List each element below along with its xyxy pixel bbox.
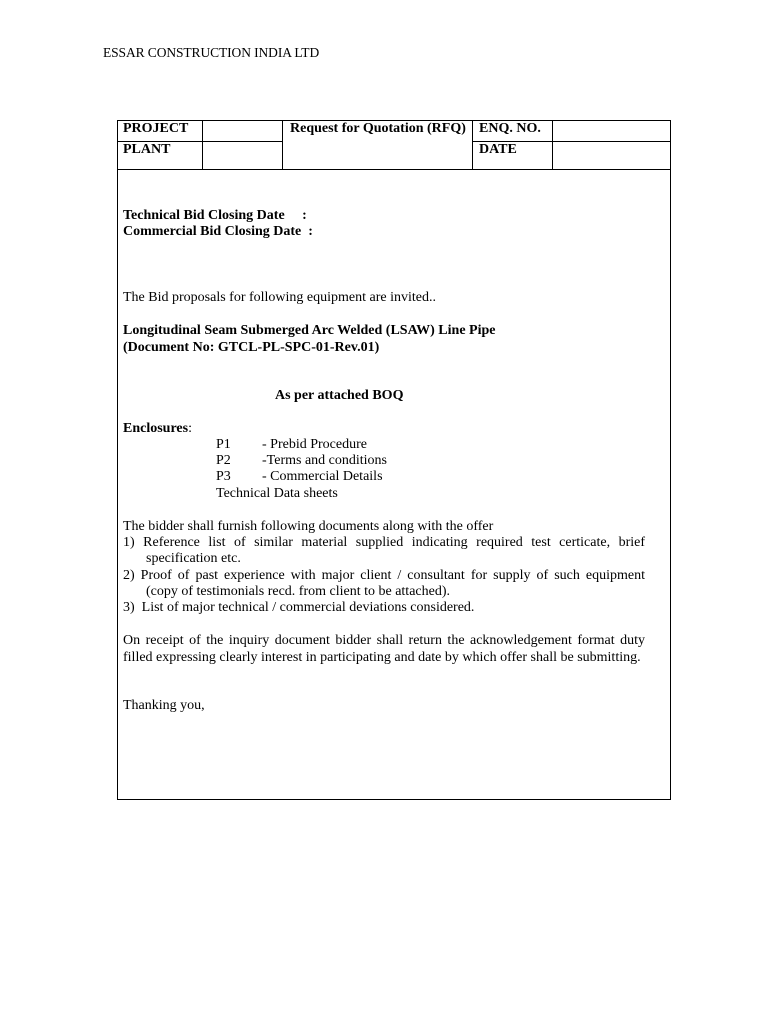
- header-divider-vertical: [552, 120, 553, 170]
- rfq-title: Request for Quotation (RFQ): [290, 121, 466, 136]
- enclosures-heading: [123, 421, 192, 437]
- closing-text: Thanking you,: [123, 698, 205, 713]
- header-divider-vertical: [472, 120, 473, 170]
- documents-item-1-continued: specification etc.: [146, 551, 241, 566]
- enclosure-description: - Prebid Procedure: [262, 437, 367, 452]
- commercial-bid-closing-date: Commercial Bid Closing Date :: [123, 224, 313, 239]
- enclosure-code: P1: [216, 437, 231, 452]
- enclosure-technical-data-sheets: Technical Data sheets: [216, 486, 338, 501]
- plant-label: PLANT: [123, 142, 171, 157]
- enclosure-code: P2: [216, 453, 231, 468]
- header-divider-vertical: [282, 120, 283, 170]
- equipment-document-no: (Document No: GTCL-PL-SPC-01-Rev.01): [123, 340, 380, 355]
- receipt-paragraph-line-2: filled expressing clearly interest in participating and date by which offer shall be submitting.: [123, 650, 641, 665]
- enclosures-colon: :: [188, 421, 192, 436]
- documents-item-2-continued: (copy of testimonials recd. from client to be attached).: [146, 584, 451, 599]
- documents-item-2: 2) Proof of past experience with major client / consultant for supply of such equipment: [123, 568, 645, 583]
- boq-note: As per attached BOQ: [275, 388, 404, 403]
- documents-item-3: 3) List of major technical / commercial deviations considered.: [123, 600, 475, 615]
- project-label: PROJECT: [123, 121, 189, 136]
- company-name: ESSAR CONSTRUCTION INDIA LTD: [103, 45, 320, 60]
- equipment-name: Longitudinal Seam Submerged Arc Welded (LSAW) Line Pipe: [123, 323, 496, 338]
- bid-invitation-text: The Bid proposals for following equipment are invited..: [123, 290, 436, 305]
- documents-item-1: 1) Reference list of similar material supplied indicating required test certicate, brief: [123, 535, 645, 550]
- enclosure-code: P3: [216, 469, 231, 484]
- header-bottom-border: [117, 169, 671, 170]
- header-divider-vertical: [202, 120, 203, 170]
- enclosure-description: - Commercial Details: [262, 469, 383, 484]
- enclosures-label: Enclosures: [123, 421, 189, 436]
- enclosure-description: -Terms and conditions: [262, 453, 387, 468]
- enq-no-label: ENQ. NO.: [479, 121, 541, 136]
- receipt-paragraph-line-1: On receipt of the inquiry document bidder shall return the acknowledgement format duty: [123, 633, 645, 648]
- documents-intro: The bidder shall furnish following documents along with the offer: [123, 519, 494, 534]
- date-label: DATE: [479, 142, 517, 157]
- technical-bid-closing-date: Technical Bid Closing Date :: [123, 208, 307, 223]
